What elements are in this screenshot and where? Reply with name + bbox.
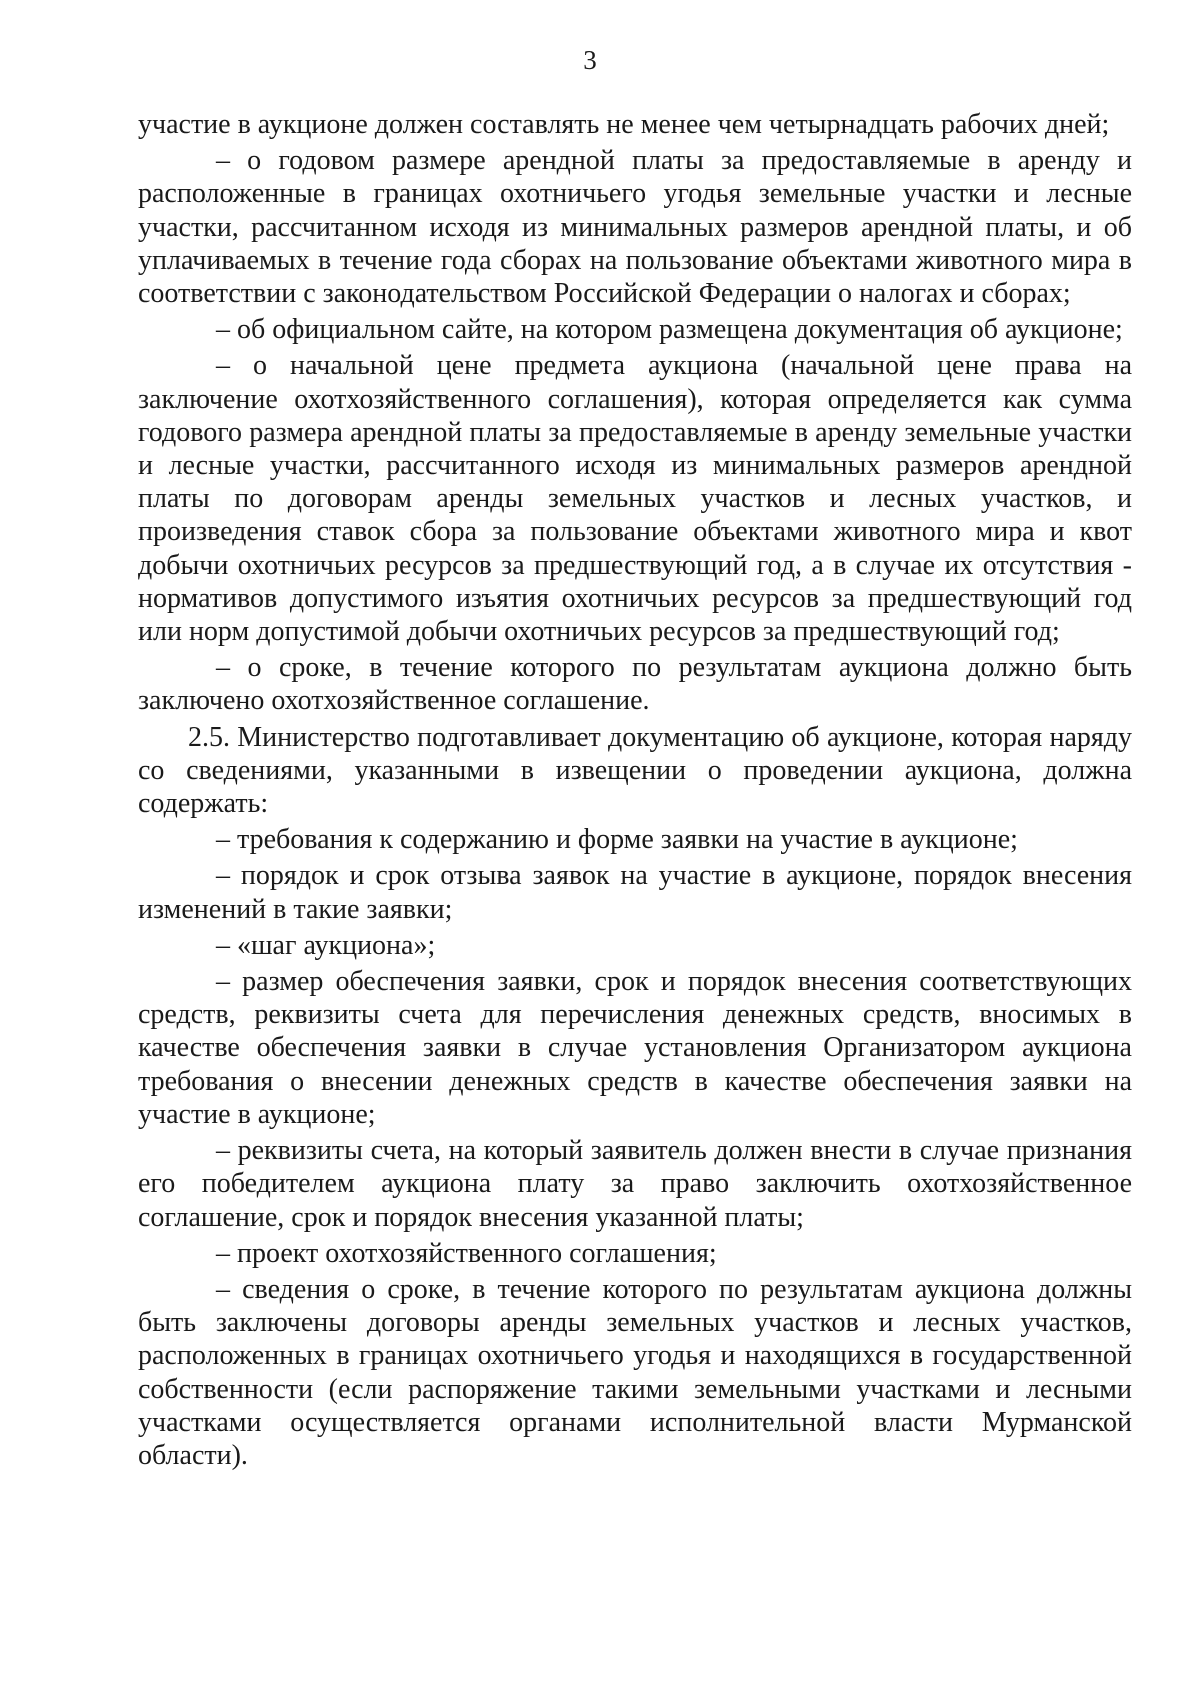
document-body — [138, 108, 1132, 1475]
list-item-starting-price: – о начальной цене предмета аукциона (начальной цене права на заключение охотхозяйственного соглашения), которая определяется как сумма годового размера арендной платы за предоставляемые в аренду земельные участки и лесные участки, рассчитанного исходя из минимальных размеров арендной платы по договорам аренды земельных участков и лесных участков, и произведения ставок сбора за пользование объектами животного мира и квот добычи охотничьих ресурсов за предшествующий год, а в случае их отсутствия - нормативов допустимого изъятия охотничьих ресурсов за предшествующий год или норм допустимой добычи охотничьих ресурсов за предшествующий год; — [138, 350, 1132, 648]
list-item-agreement-term: – о сроке, в течение которого по результатам аукциона должно быть заключено охотхозяйственное соглашение. — [138, 652, 1132, 717]
list-item-annual-rent: – о годовом размере арендной платы за предоставляемые в аренду и расположенные в границах охотничьего угодья земельные участки и лесные участки, рассчитанном исходя из минимальных размеров арендной платы, и об уплачиваемых в течение года сборах на пользование объектами животного мира в соответствии с законодательством Российской Федерации о налогах и сборах; — [138, 145, 1132, 310]
list-item-payment-details: – реквизиты счета, на который заявитель должен внести в случае признания его победителем аукциона плату за право заключить охотхозяйственное соглашение, срок и порядок внесения указанной платы; — [138, 1135, 1132, 1233]
list-item-official-site: – об официальном сайте, на котором размещена документация об аукционе; — [216, 314, 1123, 346]
list-item-auction-step: – «шаг аукциона»; — [216, 929, 436, 961]
list-item-application-withdrawal: – порядок и срок отзыва заявок на участие в аукционе, порядок внесения изменений в такие заявки; — [138, 860, 1132, 925]
list-item-security-deposit: – размер обеспечения заявки, срок и порядок внесения соответствующих средств, реквизиты счета для перечисления денежных средств, вносимых в качестве обеспечения заявки в случае установления Организатором аукциона требования о внесении денежных средств в качестве обеспечения заявки на участие в аукционе; — [138, 966, 1132, 1130]
section-2-5: 2.5. Министерство подготавливает документацию об аукционе, которая наряду со сведениями, указанными в извещении о проведении аукциона, должна содержать: — [138, 721, 1132, 820]
list-item-lease-term: – сведения о сроке, в течение которого по результатам аукциона должны быть заключены договоры аренды земельных участков и лесных участков, расположенных в границах охотничьего угодья и находящихся в государственной собственности (если распоряжение такими земельными участками и лесными участками осуществляется органами исполнительной власти Мурманской области). — [138, 1273, 1132, 1471]
list-item-draft-agreement: – проект охотхозяйственного соглашения; — [216, 1237, 717, 1269]
page-number: 3 — [583, 45, 597, 75]
list-item-application-requirements: – требования к содержанию и форме заявки на участие в аукционе; — [216, 824, 1018, 856]
paragraph-continuation: участие в аукционе должен составлять не менее чем четырнадцать рабочих дней; — [138, 109, 1110, 140]
